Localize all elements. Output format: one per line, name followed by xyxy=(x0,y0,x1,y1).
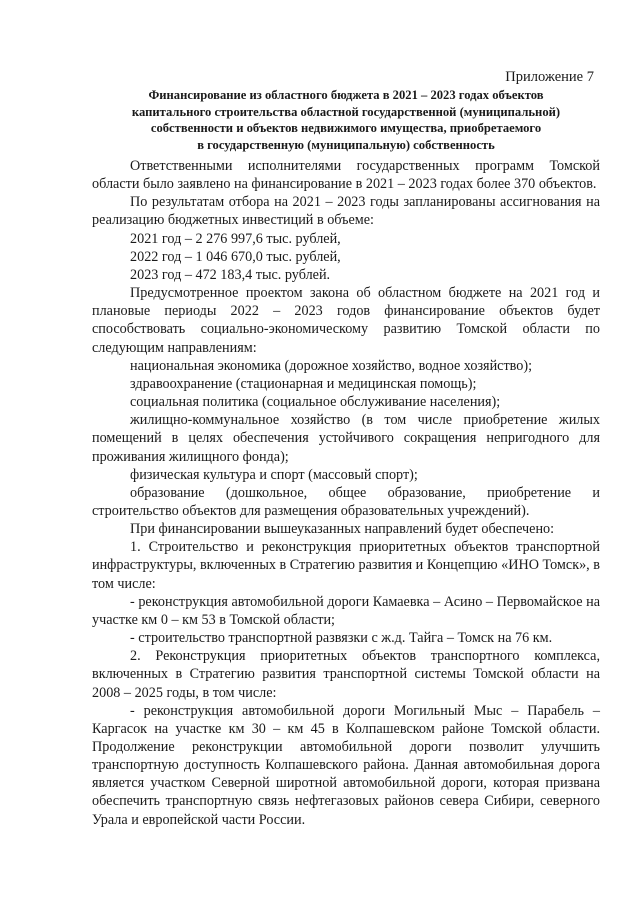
list-item: социальная политика (социальное обслуживание населения); xyxy=(130,394,501,411)
document-title xyxy=(92,87,600,153)
list-item: национальная экономика (дорожное хозяйство, водное хозяйство); xyxy=(130,357,533,374)
list-item: здравоохранение (стационарная и медицинская помощь); xyxy=(130,375,477,392)
document-body xyxy=(92,157,600,829)
paragraph: 2021 год – 2 276 997,6 тыс. рублей, xyxy=(130,230,341,247)
paragraph: Предусмотренное проектом закона об областном бюджете на 2021 год и плановые периоды 2022 – 2023 годов финансирование объектов будет способствовать социально-экономическому развитию Томской области по следующим направлениям: xyxy=(92,285,600,356)
paragraph: 2023 год – 472 183,4 тыс. рублей. xyxy=(130,266,331,283)
list-item: физическая культура и спорт (массовый спорт); xyxy=(130,466,418,483)
paragraph: 2022 год – 1 046 670,0 тыс. рублей, xyxy=(130,248,341,265)
paragraph: По результатам отбора на 2021 – 2023 годы запланированы ассигнования на реализацию бюджетных инвестиций в объеме: xyxy=(92,194,600,229)
paragraph: 1. Строительство и реконструкция приоритетных объектов транспортной инфраструктуры, включенных в Стратегию развития и Концепцию «ИНО Томск», в том числе: xyxy=(92,539,600,592)
appendix-label: Приложение 7 xyxy=(505,69,594,85)
paragraph: Ответственными исполнителями государственных программ Томской области было заявлено на финансирование в 2021 – 2023 годах более 370 объектов. xyxy=(92,158,600,193)
paragraph: 2. Реконструкция приоритетных объектов транспортного комплекса, включенных в Стратегию развития транспортной системы Томской области на 2008 – 2025 годы, в том числе: xyxy=(92,648,600,701)
list-item: жилищно-коммунальное хозяйство (в том числе приобретение жилых помещений в целях обеспечения устойчивого сокращения непригодного для проживания жилищного фонда); xyxy=(92,412,600,465)
title-line: в государственную (муниципальную) собственность xyxy=(197,137,495,152)
list-item: образование (дошкольное, общее образование, приобретение и строительство объектов для размещения образовательных учреждений). xyxy=(92,484,600,519)
list-item: - строительство транспортной развязки с ж.д. Тайга – Томск на 76 км. xyxy=(130,630,553,647)
paragraph: При финансировании вышеуказанных направлений будет обеспечено: xyxy=(130,521,555,538)
list-item: - реконструкция автомобильной дороги Камаевка – Асино – Первомайское на участке км 0 – км 53 в Томской области; xyxy=(92,593,600,628)
title-line: собственности и объектов недвижимого имущества, приобретаемого xyxy=(150,121,542,135)
title-line: капитального строительства областной государственной (муниципальной) xyxy=(131,104,561,119)
list-item: - реконструкция автомобильной дороги Могильный Мыс – Парабель – Каргасок на участке км 30 – км 45 в Колпашевском районе Томской области. Продолжение реконструкции автомобильной дороги позволит улучшить транспортную доступность Колпашевского района. Данная автомобильная дорога является участком Северной широтной автомобильной дороги, которая призвана обеспечить транспортную связь нефтегазовых районов севера Сибири, северного Урала и европейской части России. xyxy=(92,702,600,828)
title-line: Финансирование из областного бюджета в 2021 – 2023 годах объектов xyxy=(148,88,544,102)
